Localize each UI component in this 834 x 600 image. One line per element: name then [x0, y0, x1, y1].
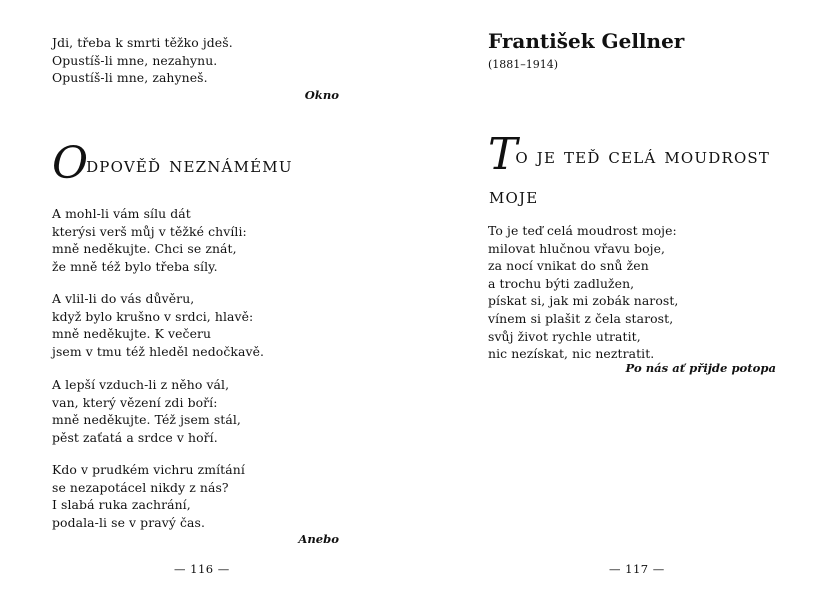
verse-line: milovat hlučnou vřavu boje, — [488, 240, 666, 256]
verse-line: pískat si, jak mi zobák narost, — [488, 293, 679, 309]
poem-title — [488, 129, 771, 180]
stanza-2 — [52, 290, 264, 360]
poem-source: Anebo — [298, 532, 339, 546]
author-years: (1881–1914) — [488, 58, 559, 71]
stanza-1 — [52, 205, 247, 275]
stanza-3 — [52, 376, 241, 446]
intro-stanza — [52, 34, 233, 87]
title-initial: O — [52, 138, 87, 189]
verse-line: A mohl-li vám sílu dát — [52, 206, 191, 221]
page-number: — 117 — — [609, 562, 665, 576]
verse-line: že mně též bylo třeba síly. — [52, 258, 218, 274]
title-text: o je teď celá moudrost — [515, 144, 771, 168]
verse-line: svůj život rychle utratit, — [488, 328, 641, 344]
verse-line: To je teď celá moudrost moje: — [488, 223, 677, 238]
verse-line: pěst zaťatá a srdce v hoří. — [52, 429, 218, 445]
verse-line: se nezapotácel nikdy z nás? — [52, 479, 229, 495]
verse-line: a trochu býti zadlužen, — [488, 275, 635, 291]
verse-line: A lepší vzduch-li z něho vál, — [52, 377, 230, 392]
verse-line: mně neděkujte. K večeru — [52, 326, 212, 342]
poem-title — [52, 138, 293, 189]
right-page — [417, 0, 834, 600]
verse-line: Opustíš-li mne, zahyneš. — [52, 70, 208, 86]
verse-line: když bylo krušno v srdci, hlavě: — [52, 308, 254, 324]
title-text: dpověď neznámému — [86, 153, 293, 177]
intro-source: Okno — [304, 88, 339, 102]
verse-line: Jdi, třeba k smrti těžko jdeš. — [52, 35, 233, 50]
verse-line: podala-li se v pravý čas. — [52, 514, 205, 530]
verse-line: mně neděkujte. Chci se znát, — [52, 241, 237, 257]
verse-line: jsem v tmu též hleděl nedočkavě. — [52, 343, 265, 359]
verse-line: mně neděkujte. Též jsem stál, — [52, 412, 241, 428]
author-name: František Gellner — [488, 29, 685, 53]
poem-title-line2: moje — [489, 184, 539, 208]
verse-line: van, který vězení zdi boří: — [52, 394, 218, 410]
verse-line: I slabá ruka zachrání, — [52, 497, 191, 513]
verse-line: vínem si plašit z čela starost, — [488, 310, 674, 326]
page-number: — 116 — — [174, 562, 230, 576]
verse-line: za nocí vnikat do snů žen — [488, 258, 649, 274]
verse-line: nic nezískat, nic neztratit. — [488, 346, 655, 362]
title-initial: T — [488, 129, 516, 180]
verse-line: A vlil-li do vás důvěru, — [52, 291, 195, 306]
verse-line: Opustíš-li mne, nezahynu. — [52, 52, 218, 68]
verse-line: Kdo v prudkém vichru zmítání — [52, 462, 245, 477]
poem-source: Po nás ať přijde potopa — [625, 361, 776, 375]
verse-line: kterýsi verš můj v těžké chvíli: — [52, 223, 247, 239]
stanza — [488, 222, 678, 363]
stanza-4 — [52, 461, 245, 531]
